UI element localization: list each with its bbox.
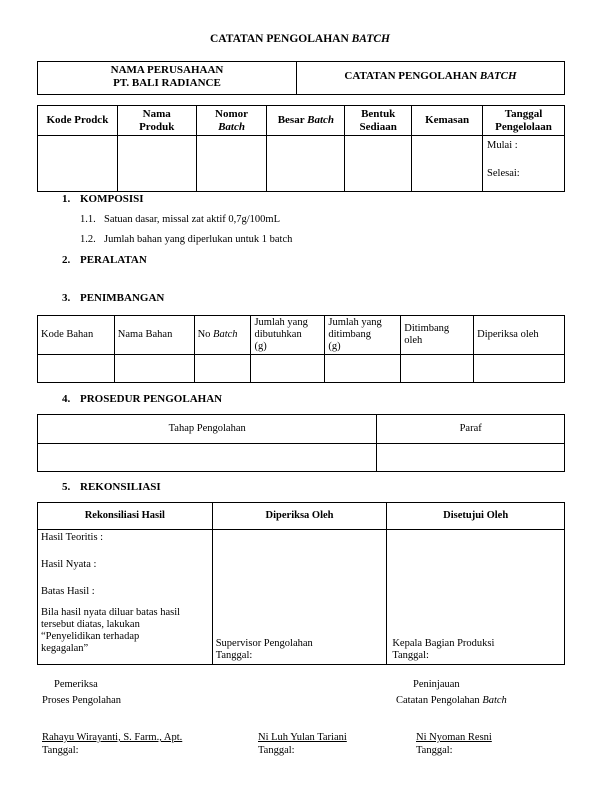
cell-nomor-batch[interactable] bbox=[196, 136, 267, 192]
weighing-table bbox=[37, 315, 565, 383]
cell-ditimbang-oleh[interactable] bbox=[401, 355, 474, 383]
cell-diperiksa-oleh[interactable] bbox=[212, 530, 387, 665]
col-tanggal-pengelolaan: Tanggal Pengelolaan bbox=[483, 106, 565, 136]
product-header-row bbox=[38, 106, 565, 136]
recon-body-row bbox=[38, 530, 565, 665]
mulai-label: Mulai : bbox=[487, 139, 518, 151]
signer-name-3: Ni Nyoman Resni bbox=[416, 732, 492, 743]
product-table bbox=[37, 105, 565, 192]
cell-jumlah-ditimbang[interactable] bbox=[325, 355, 401, 383]
signature-3 bbox=[416, 731, 492, 757]
procedure-data-row bbox=[38, 444, 565, 472]
cell-kode-bahan[interactable] bbox=[38, 355, 115, 383]
procedure-header-row bbox=[38, 415, 565, 444]
col-jumlah-ditimbang: Jumlah yang ditimbang (g) bbox=[325, 316, 401, 355]
col-jumlah-dibutuhkan: Jumlah yang dibutuhkan (g) bbox=[251, 316, 325, 355]
procedure-table bbox=[37, 414, 565, 472]
cell-nama-produk[interactable] bbox=[117, 136, 196, 192]
company-block bbox=[38, 64, 296, 90]
col-disetujui-oleh: Disetujui Oleh bbox=[387, 503, 565, 530]
cell-no-batch[interactable] bbox=[194, 355, 251, 383]
cell-diperiksa-oleh[interactable] bbox=[474, 355, 565, 383]
col-kode-produk: Kode Prodck bbox=[38, 106, 118, 136]
supervisor-label: Supervisor Pengolahan bbox=[215, 638, 313, 649]
pemeriksa-block: Pemeriksa Proses Pengolahan bbox=[42, 679, 122, 706]
komposisi-item-2: 1.2. Jumlah bahan yang diperlukan untuk 1 batch bbox=[80, 234, 293, 245]
document-title: CATATAN PENGOLAHAN BATCH bbox=[210, 33, 390, 45]
selesai-label: Selesai: bbox=[487, 167, 520, 179]
cell-tanggal[interactable] bbox=[483, 136, 565, 192]
signature-2 bbox=[258, 731, 347, 757]
cell-bentuk-sediaan[interactable] bbox=[345, 136, 412, 192]
recon-header-row bbox=[38, 503, 565, 530]
col-tahap-pengolahan: Tahap Pengolahan bbox=[38, 415, 377, 444]
company-label: NAMA PERUSAHAAN bbox=[110, 64, 224, 76]
kepala-produksi-label: Kepala Bagian Produksi bbox=[392, 638, 495, 649]
reconciliation-table bbox=[37, 502, 565, 665]
col-ditimbang-oleh: Ditimbang oleh bbox=[401, 316, 474, 355]
cell-rekonsiliasi-hasil[interactable] bbox=[38, 530, 213, 665]
col-nomor-batch: Nomor Batch bbox=[196, 106, 267, 136]
signer-date-1: Tanggal: bbox=[42, 745, 79, 756]
header-box bbox=[37, 61, 565, 95]
hasil-nyata-label: Hasil Nyata : bbox=[41, 559, 97, 570]
company-name: PT. BALI RADIANCE bbox=[113, 77, 221, 89]
col-paraf: Paraf bbox=[377, 415, 565, 444]
signature-1 bbox=[42, 731, 182, 757]
product-data-row bbox=[38, 136, 565, 192]
col-nama-produk: Nama Produk bbox=[117, 106, 196, 136]
col-kode-bahan: Kode Bahan bbox=[38, 316, 115, 355]
signer-name-1: Rahayu Wirayanti, S. Farm., Apt. bbox=[42, 732, 183, 743]
signer-date-3: Tanggal: bbox=[416, 745, 453, 756]
col-no-batch: No Batch bbox=[194, 316, 251, 355]
col-bentuk-sediaan: Bentuk Sediaan bbox=[345, 106, 412, 136]
komposisi-item-1: 1.1. Satuan dasar, missal zat aktif 0,7g/100mL bbox=[80, 214, 280, 225]
col-rekonsiliasi-hasil: Rekonsiliasi Hasil bbox=[38, 503, 213, 530]
weighing-header-row bbox=[38, 316, 565, 355]
section-penimbangan: 3. PENIMBANGAN bbox=[62, 292, 165, 304]
cell-tahap-pengolahan[interactable] bbox=[38, 444, 377, 472]
col-kemasan: Kemasan bbox=[412, 106, 483, 136]
cell-besar-batch[interactable] bbox=[267, 136, 345, 192]
cell-disetujui-oleh[interactable] bbox=[387, 530, 565, 665]
cell-kode-produk[interactable] bbox=[38, 136, 118, 192]
col-diperiksa-oleh: Diperiksa oleh bbox=[474, 316, 565, 355]
section-peralatan: 2. PERALATAN bbox=[62, 254, 147, 266]
cell-nama-bahan[interactable] bbox=[114, 355, 194, 383]
section-komposisi: 1. KOMPOSISI bbox=[62, 193, 144, 205]
col-diperiksa-oleh: Diperiksa Oleh bbox=[212, 503, 387, 530]
signer-date-2: Tanggal: bbox=[258, 745, 295, 756]
batas-hasil-label: Batas Hasil : bbox=[41, 586, 95, 597]
weighing-data-row bbox=[38, 355, 565, 383]
signer-name-2: Ni Luh Yulan Tariani bbox=[258, 732, 347, 743]
hasil-teoritis-label: Hasil Teoritis : bbox=[41, 532, 104, 543]
supervisor-tanggal-label: Tanggal: bbox=[215, 650, 253, 661]
section-prosedur-pengolahan: 4. PROSEDUR PENGOLAHAN bbox=[62, 393, 223, 405]
cell-paraf[interactable] bbox=[377, 444, 565, 472]
cell-jumlah-dibutuhkan[interactable] bbox=[251, 355, 325, 383]
section-rekonsiliasi: 5. REKONSILIASI bbox=[62, 481, 161, 493]
kepala-tanggal-label: Tanggal: bbox=[392, 650, 429, 661]
col-besar-batch: Besar Batch bbox=[267, 106, 345, 136]
peninjauan-block: Peninjauan Catatan Pengolahan Batch bbox=[396, 679, 507, 706]
col-nama-bahan: Nama Bahan bbox=[114, 316, 194, 355]
header-right-title: CATATAN PENGOLAHAN BATCH bbox=[344, 70, 517, 82]
cell-kemasan[interactable] bbox=[412, 136, 483, 192]
reconciliation-note: Bila hasil nyata diluar batas hasil tersebut diatas, lakukan “Penyelidikan terhadap kegagalan” bbox=[41, 607, 181, 654]
